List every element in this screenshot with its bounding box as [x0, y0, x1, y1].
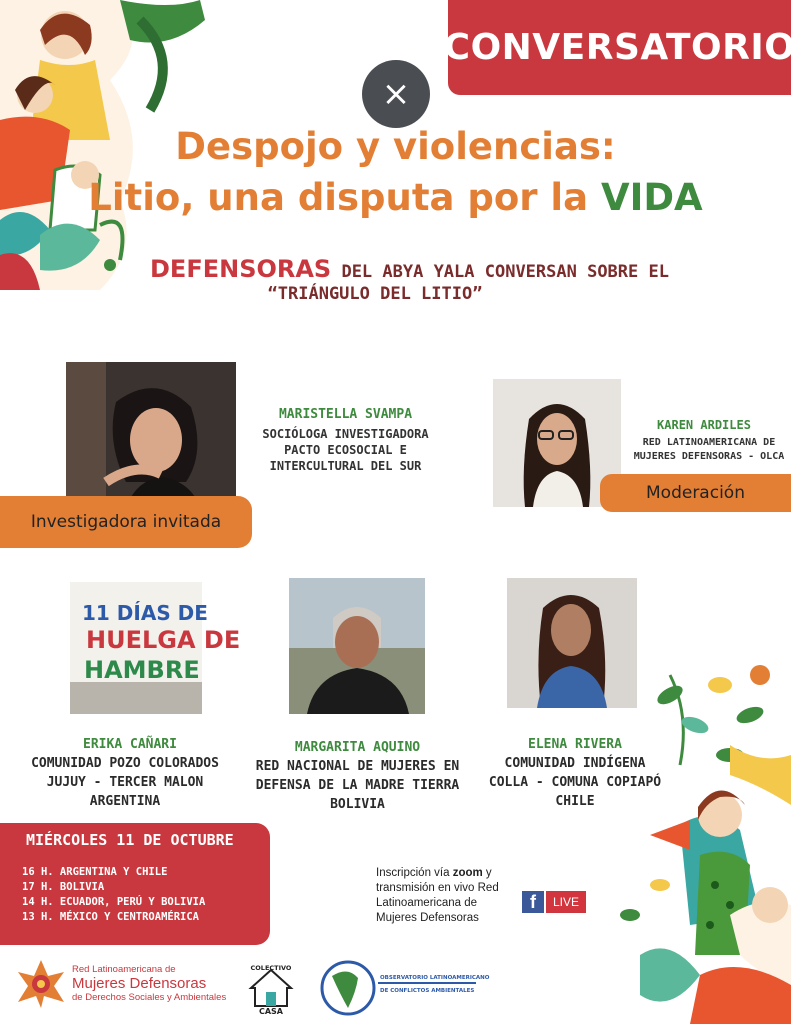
- role-line: PACTO ECOSOCIAL E: [284, 443, 407, 457]
- colectivo-casa-logo: [247, 962, 295, 1016]
- role-line: COLLA - COMUNA COPIAPÓ: [488, 775, 662, 790]
- live-badge: LIVE: [546, 891, 586, 913]
- speaker-name-erika: ERIKA CAÑARI: [83, 737, 177, 752]
- olca-line-2: DE CONFLICTOS AMBIENTALES: [380, 988, 475, 994]
- colectivo-label: COLECTIVO: [250, 964, 292, 972]
- org-line: Mujeres Defensoras: [72, 975, 207, 992]
- subtitle-defensoras: DEFENSORAS: [150, 255, 332, 283]
- facebook-icon: f: [522, 891, 544, 913]
- facebook-live[interactable]: [522, 891, 586, 913]
- registration-zoom: zoom: [452, 867, 483, 879]
- tag-investigadora-invitada: Investigadora invitada: [0, 496, 252, 548]
- registration-suffix: y transmisión en vivo Red Latinoamericana de Mujeres Defensoras: [376, 867, 499, 924]
- speaker-name-margarita: MARGARITA AQUINO: [294, 740, 421, 755]
- schedule-list: [22, 865, 205, 925]
- illustration-bottom-right: [610, 655, 791, 1024]
- title-vida: VIDA: [600, 176, 703, 219]
- avatar-margarita-aquino: [289, 578, 425, 714]
- role-line: COMUNIDAD POZO COLORADOS: [31, 756, 219, 771]
- role-line: DEFENSA DE LA MADRE TIERRA: [255, 778, 460, 793]
- subtitle-line-2: “TRIÁNGULO DEL LITIO”: [267, 284, 483, 304]
- schedule-box: [0, 823, 270, 945]
- role-line: SOCIÓLOGA INVESTIGADORA: [262, 427, 429, 441]
- subtitle-text: DEL ABYA YALA CONVERSAN SOBRE EL: [331, 262, 669, 282]
- role-line: MUJERES DEFENSORAS - OLCA: [633, 451, 785, 462]
- speaker-role-karen: [624, 436, 794, 464]
- org-line: de Derechos Sociales y Ambientales: [72, 992, 227, 1003]
- role-line: RED NACIONAL DE MUJERES EN: [255, 759, 460, 774]
- role-line: RED LATINOAMERICANA DE: [642, 437, 776, 448]
- registration-prefix: Inscripción vía: [376, 867, 453, 879]
- speaker-role-maristella: [248, 426, 443, 474]
- red-mujeres-logo-text: [72, 964, 226, 1003]
- event-date: MIÉRCOLES 11 DE OCTUBRE: [26, 831, 234, 849]
- tag-moderacion: Moderación: [600, 474, 791, 512]
- conversatorio-banner: CONVERSATORIO: [448, 0, 791, 95]
- olca-line-1: OBSERVATORIO LATINOAMERICANO: [380, 975, 490, 981]
- sign-text-1: 11 DÍAS DE: [82, 601, 208, 625]
- speaker-name-elena: ELENA RIVERA: [528, 737, 622, 752]
- casa-label: CASA: [258, 1007, 284, 1016]
- sign-text-3: HAMBRE: [84, 656, 200, 684]
- schedule-item: 17 H. BOLIVIA: [22, 881, 105, 893]
- speaker-role-erika: [10, 754, 240, 811]
- title-line-2: [0, 176, 791, 219]
- subtitle: [150, 255, 750, 305]
- registration-text: [376, 866, 516, 926]
- title-line-1: Despojo y violencias:: [175, 125, 616, 168]
- speaker-role-margarita: [240, 757, 475, 814]
- speaker-name-maristella: MARISTELLA SVAMPA: [278, 407, 413, 422]
- close-icon: ×: [381, 74, 411, 114]
- role-line: BOLIVIA: [330, 797, 385, 812]
- role-line: JUJUY - TERCER MALON: [46, 775, 204, 790]
- speaker-name-karen: KAREN ARDILES: [657, 418, 751, 432]
- role-line: INTERCULTURAL DEL SUR: [269, 459, 422, 473]
- red-mujeres-logo-icon: [14, 956, 68, 1010]
- role-line: COMUNIDAD INDÍGENA: [504, 756, 646, 771]
- role-line: CHILE: [555, 794, 595, 809]
- schedule-item: 14 H. ECUADOR, PERÚ Y BOLIVIA: [22, 896, 206, 908]
- title-line-2-text: Litio, una disputa por la: [88, 176, 601, 219]
- olca-logo: [318, 958, 490, 1016]
- schedule-item: 13 H. MÉXICO Y CENTROAMÉRICA: [22, 911, 200, 923]
- role-line: ARGENTINA: [89, 794, 161, 809]
- avatar-erika-canari: [70, 582, 241, 714]
- close-button[interactable]: [362, 60, 430, 128]
- sign-text-2: HUELGA DE: [86, 626, 241, 654]
- org-line: Red Latinoamericana de: [72, 964, 176, 975]
- schedule-item: 16 H. ARGENTINA Y CHILE: [22, 866, 168, 878]
